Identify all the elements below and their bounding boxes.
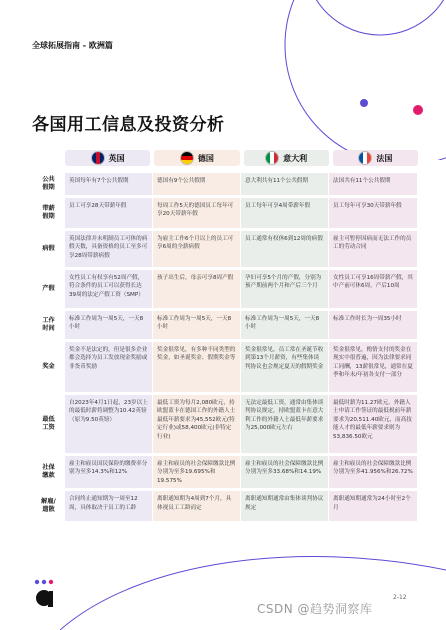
country-header-de (154, 150, 239, 166)
table-cell: 员工每年可享4周带薪年假 (241, 198, 329, 228)
row-label-public-holidays: 公共 假期 (42, 175, 55, 191)
table-cell: 奖金很常见，酌情支付的奖金在现实中很普遍，因为法律要求同工同酬，13薪很常见，通常在夏季和年末/年初各支付一部分 (329, 342, 418, 392)
row-label-maternity-leave: 产假 (42, 284, 55, 292)
italy-flag-icon (265, 151, 279, 165)
table-cell: 无法定最低工资，通常由集体谈判协议规定，持欧盟蓝卡在意大利工作的外籍人士最低年薪要求为25,000欧元左右 (241, 395, 329, 453)
table-cell: 员工每年可享30天带薪年假 (329, 198, 418, 228)
row-label-bonus: 奖金 (42, 362, 55, 370)
decorative-arc-bottom (60, 540, 446, 630)
row-label-minimum-wage: 最低 工资 (42, 415, 55, 431)
table-cell: 离职通知期通常为24小时至2个月 (329, 491, 418, 521)
table-cell: 雇主和雇员的社会保障缴款比例分别为至多19.695%和19.575% (153, 456, 241, 488)
table-cell: 自2023年4月1日起，23岁以上的最低时薪将调整为10.42英镑（原为9.50英镑） (65, 395, 153, 453)
country-name-it: 意大利 (283, 153, 308, 163)
table-cell: 标准工作周为一周5天，一天8小时 (153, 311, 241, 339)
table-cell: 员工通常有权休6到12周的病假 (241, 231, 329, 267)
uk-flag-icon (91, 151, 105, 165)
table-cell: 奖金不是法定的，但是很多企业都会选择为员工发放现金奖励或非货币奖励 (65, 342, 153, 392)
table-cell: 最低工资为每月2,080欧元，持欧盟蓝卡在德国工作的外籍人士最低年薪要求为45,552欧元(特定行业)或58,400欧元(非特定行业) (153, 395, 241, 453)
table-cell: 雇主和雇员的社会保障缴款比例分别为至多41.956%和26.72% (329, 456, 418, 488)
brand-logo-icon (32, 578, 56, 608)
table-cell: 离职通知期通常由集体谈判协议规定 (241, 491, 329, 521)
employment-info-table (32, 173, 418, 521)
table-cell: 标准工作周为一周5天，一天8小时 (241, 311, 329, 339)
page-title: 各国用工信息及投资分析 (32, 115, 225, 135)
table-cell: 法国共有11个公共假期 (329, 173, 418, 195)
country-header-it (244, 150, 329, 166)
table-cell: 合同终止通知期为一周至12周，具体取决于员工的工龄 (65, 491, 153, 521)
country-header-row (65, 150, 418, 166)
france-flag-icon (358, 151, 372, 165)
table-cell: 女性员工可享16周带薪产假，其中产前可休6周，产后10周 (329, 270, 418, 308)
breadcrumb: 全球拓展指南 - 欧洲篇 (32, 41, 113, 50)
table-cell: 德国有9个公共假期 (153, 173, 241, 195)
country-header-fr (333, 150, 418, 166)
row-label-social-security: 社保 缴款 (42, 463, 55, 479)
decorative-arc-top (230, 0, 446, 160)
country-name-fr: 法国 (376, 153, 393, 163)
country-name-de: 德国 (197, 153, 214, 163)
table-cell: 意大利共有11个公共假期 (241, 173, 329, 195)
table-cell: 雇主和雇员国民保险的缴费率分别为至多14.3%和12% (65, 456, 153, 488)
table-cell: 员工可享28天带薪年假 (65, 198, 153, 228)
decorative-dots (360, 88, 430, 118)
page-number: 2-12 (393, 594, 407, 601)
table-cell: 标准工作周为一周5天，一天8小时 (65, 311, 153, 339)
table-cell: 英国每年有7个公共假期 (65, 173, 153, 195)
table-cell: 雇主和雇员的社会保障缴款比例分别为至多33.68%和14.19% (241, 456, 329, 488)
table-cell: 奖金很常见，员工常在圣诞节收到第13个月薪资，有些集体谈判协议也会规定夏天的假期奖金 (241, 342, 329, 392)
row-label-paid-leave: 带薪 假期 (42, 204, 55, 220)
table-cell: 每周工作5天的德国员工每年可享20天带薪年假 (153, 198, 241, 228)
watermark: CSDN @趋势洞察库 (257, 602, 373, 616)
table-cell: 雇主可暂停因病而无法工作的员工的劳动合同 (329, 231, 418, 267)
table-cell: 英国法律并未明制员工可休的病假天数，具备资格的员工至多可享28周带薪病假 (65, 231, 153, 267)
table-cell: 标准工作时长为一周35小时 (329, 311, 418, 339)
table-cell: 为雇主工作6个月以上的员工可享6周的全薪病假 (153, 231, 241, 267)
germany-flag-icon (180, 151, 194, 165)
row-label-working-hours: 工作 时间 (42, 316, 55, 332)
table-cell: 最低时薪为11.27欧元，外籍人士申请工作签证的最低税前年薪要求为20,511.40欧元，而高技能人才的最低年薪要求则为53,836.50欧元 (329, 395, 418, 453)
table-cell: 女性员工有权享有52周产假，符合条件的员工可以获得长达39周的法定产假工资（SMP） (65, 270, 153, 308)
table-cell: 奖金很常见，有多种不同类型的奖金，如圣诞奖金、假期奖金等 (153, 342, 241, 392)
row-label-sick-leave: 病假 (42, 244, 55, 252)
country-header-uk (65, 150, 150, 166)
table-cell: 孩子出生后，母亲可享8周产假 (153, 270, 241, 308)
country-name-uk: 英国 (108, 153, 125, 163)
table-cell: 离职通知期为4周到7个月，具体视员工工龄而定 (153, 491, 241, 521)
table-cell: 孕妇可享5个月的产假，分别为预产期前两个月和产后三个月 (241, 270, 329, 308)
row-label-dismissal: 解雇/ 遣散 (41, 497, 56, 514)
